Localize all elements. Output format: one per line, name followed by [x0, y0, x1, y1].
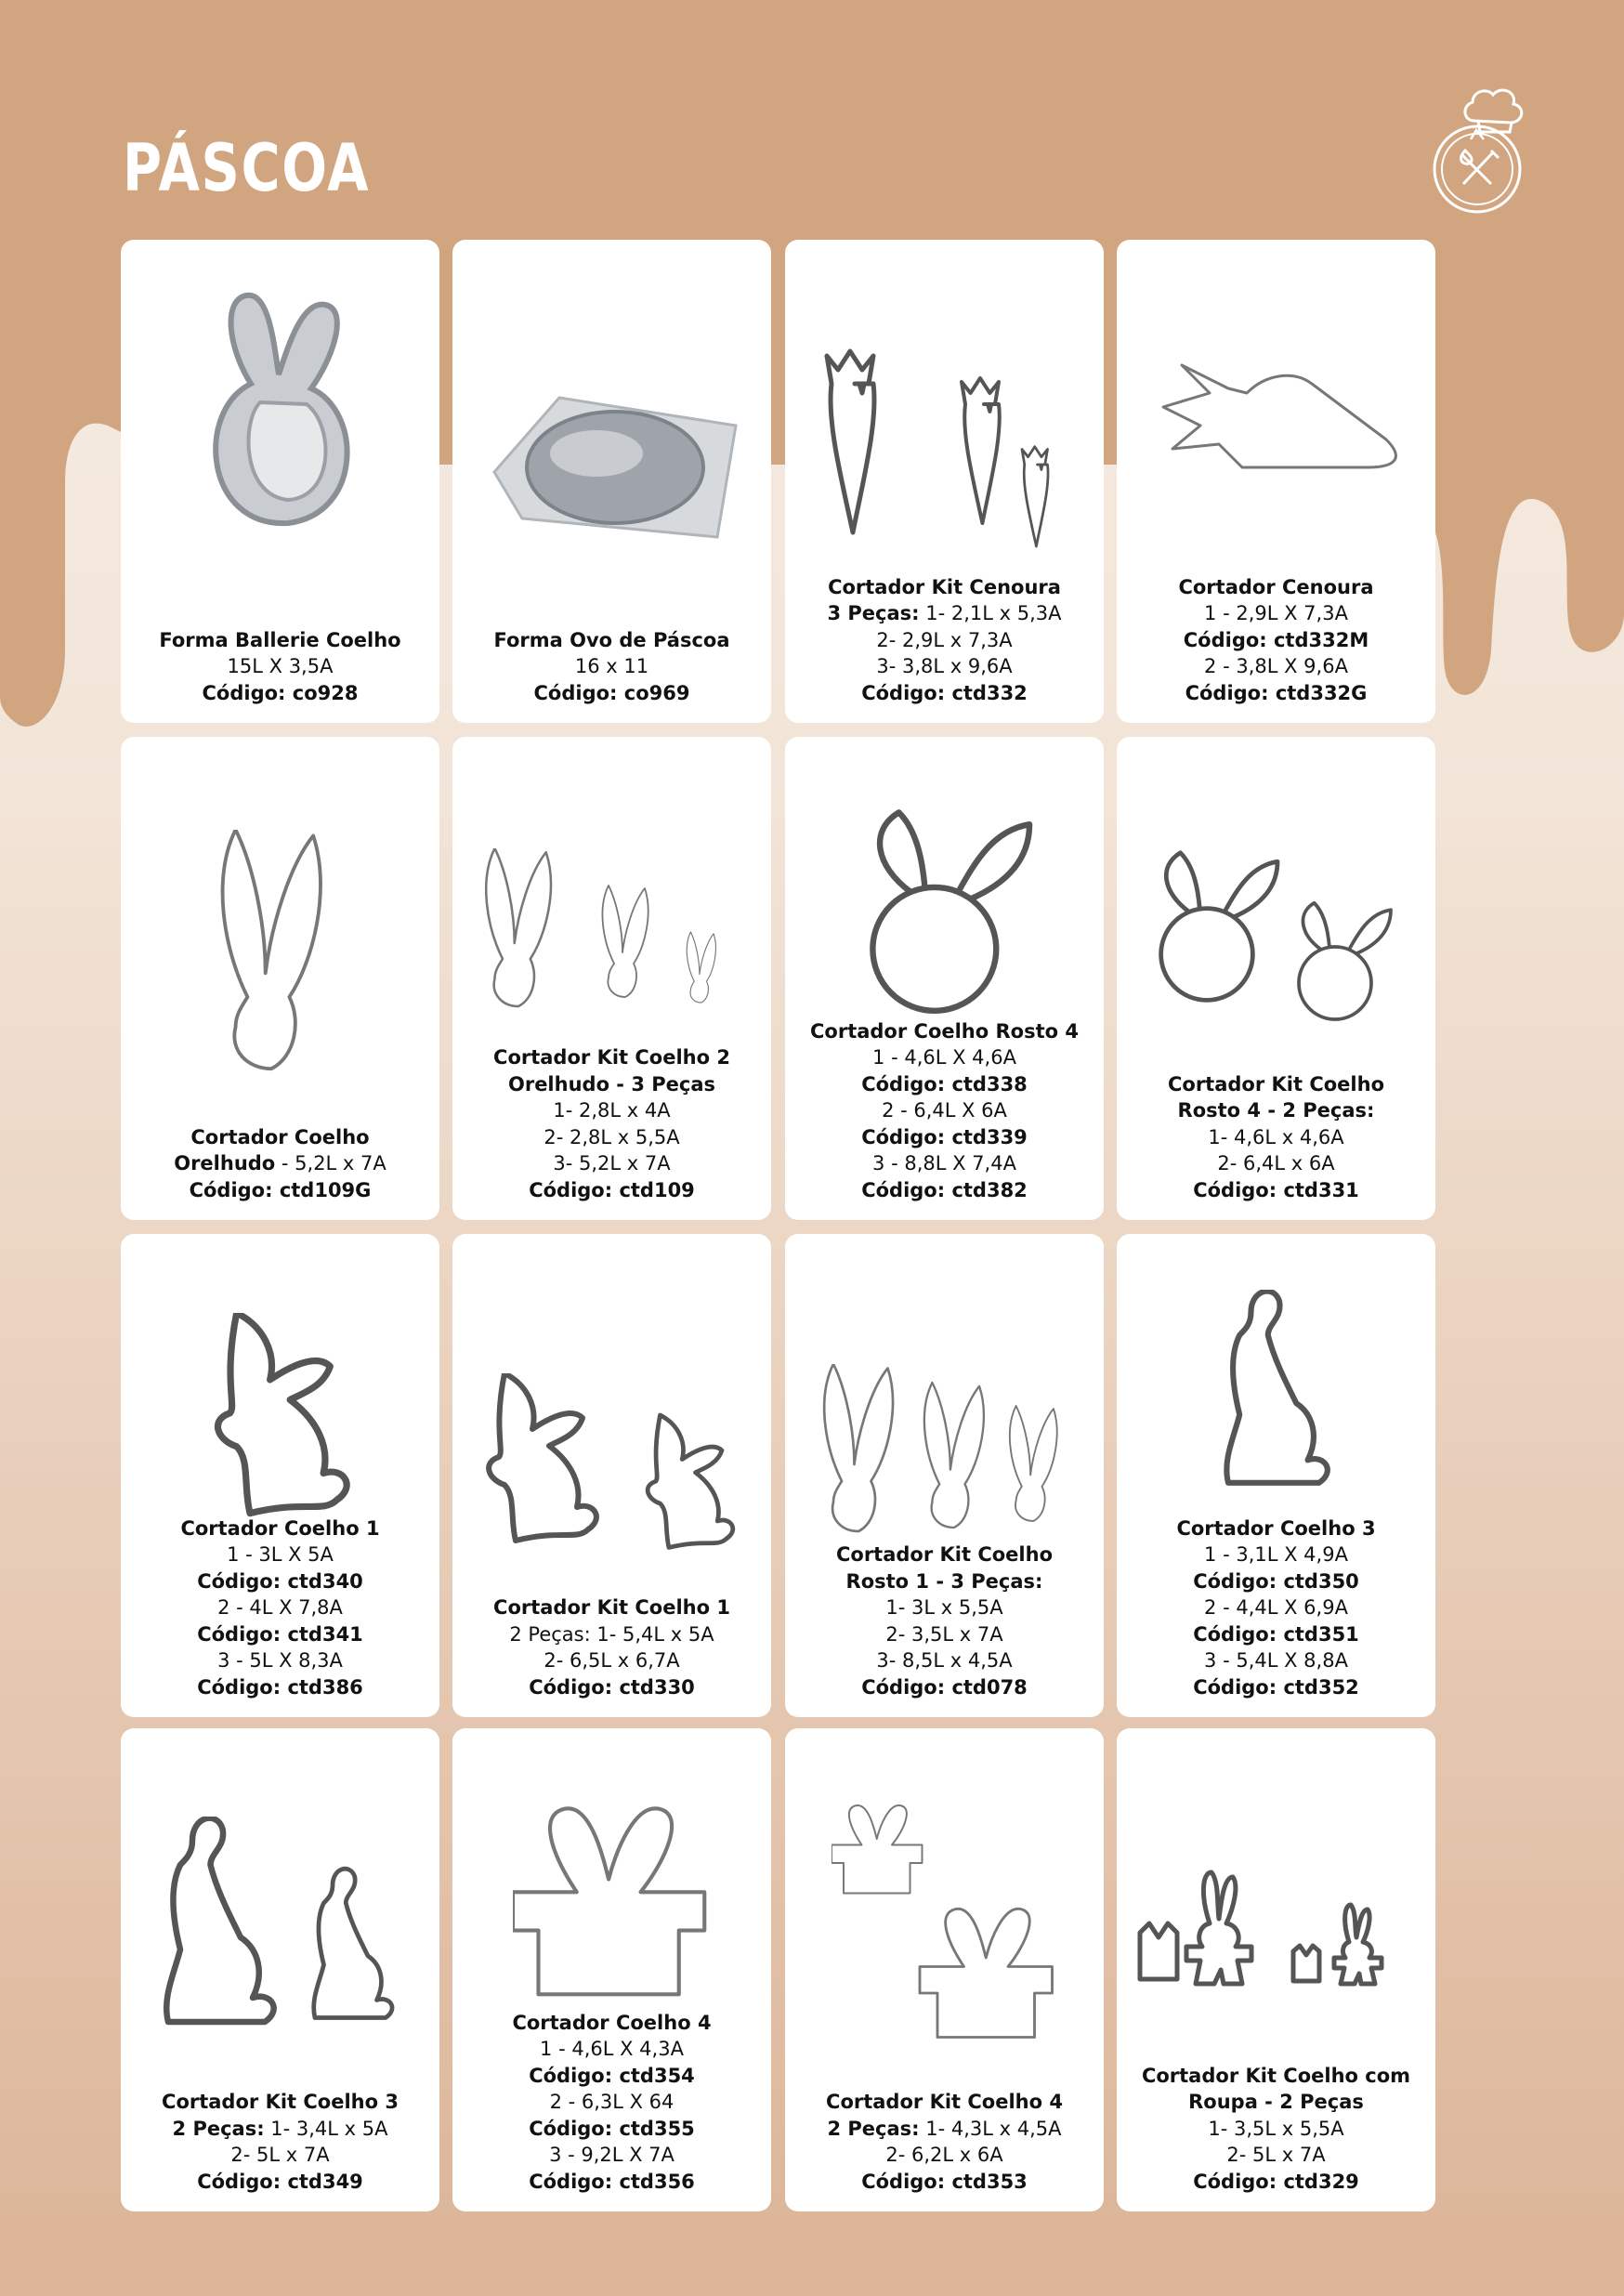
caption-line [458, 2063, 766, 2090]
caption-bold-text: Código: ctd356 [529, 2170, 695, 2193]
caption-bold-text: Código: ctd349 [197, 2170, 363, 2193]
caption-line [126, 1124, 434, 1151]
page-title: PÁSCOA [123, 130, 371, 206]
product-card [121, 1728, 439, 2211]
caption-line [1122, 1674, 1430, 1701]
caption-line [458, 2010, 766, 2037]
caption-line [1122, 2116, 1430, 2143]
caption-line [126, 1542, 434, 1568]
product-caption [126, 2089, 434, 2195]
product-card [1117, 737, 1435, 1220]
caption-line [458, 2169, 766, 2196]
caption-line [458, 2036, 766, 2063]
product-card [452, 1234, 771, 1717]
caption-bold-text: Código: ctd332 [861, 681, 1028, 704]
caption-line [126, 1568, 434, 1595]
caption-line [791, 2089, 1098, 2116]
caption-text: 2- 2,9L x 7,3A [876, 628, 1013, 651]
product-card [1117, 1728, 1435, 2211]
caption-line [458, 653, 766, 680]
product-card [785, 737, 1104, 1220]
caption-bold-text: Código: ctd332M [1183, 628, 1369, 651]
caption-line [791, 1018, 1098, 1045]
caption-line [458, 680, 766, 707]
caption-line [1122, 1568, 1430, 1595]
caption-text: 1- 4,3L x 4,5A [919, 2117, 1062, 2140]
caption-bold-text: Código: ctd329 [1193, 2170, 1359, 2193]
caption-bold-text: Código: co969 [533, 681, 690, 704]
caption-text: 1- 3,5L x 5,5A [1208, 2117, 1344, 2140]
caption-text: 2 - 6,3L X 64 [549, 2091, 674, 2113]
caption-line [791, 1674, 1098, 1701]
caption-line [1122, 2063, 1430, 2090]
caption-bold-text: Cortador Cenoura [1178, 575, 1374, 598]
product-card [785, 1728, 1104, 2211]
caption-bold-text: Cortador Kit Coelho [835, 1543, 1053, 1566]
caption-text: 2 - 4L X 7,8A [217, 1596, 343, 1619]
caption-line [458, 2089, 766, 2116]
caption-bold-text: Roupa - 2 Peças [1188, 2091, 1364, 2113]
caption-line [126, 2169, 434, 2196]
caption-bold-text: 3 Peças: [827, 602, 920, 624]
caption-bold-text: Cortador Coelho 4 [512, 2011, 712, 2034]
caption-line [791, 1097, 1098, 1124]
caption-line [1122, 1621, 1430, 1648]
product-caption [458, 1594, 766, 1700]
caption-text: 1 - 4,6L X 4,3A [540, 2038, 684, 2060]
caption-line [458, 2116, 766, 2143]
caption-line [791, 1150, 1098, 1177]
caption-bold-text: Código: ctd341 [197, 1622, 363, 1646]
caption-text: 2- 2,8L x 5,5A [544, 1125, 680, 1148]
caption-bold-text: Código: ctd339 [861, 1125, 1028, 1148]
caption-bold-text: Cortador Coelho 1 [180, 1516, 380, 1540]
caption-bold-text: Rosto 1 - 3 Peças: [845, 1569, 1043, 1593]
caption-bold-text: Código: ctd109 [529, 1178, 695, 1201]
caption-line [1122, 1515, 1430, 1542]
caption-line [126, 653, 434, 680]
caption-line [791, 627, 1098, 654]
caption-bold-text: 2 Peças: [827, 2117, 920, 2140]
caption-line [126, 627, 434, 654]
caption-bold-text: Cortador Kit Coelho 4 [826, 2091, 1063, 2113]
caption-line [458, 1594, 766, 1621]
caption-text: 2- 3,5L x 7A [885, 1622, 1003, 1646]
caption-line [458, 2142, 766, 2169]
caption-bold-text: Código: ctd331 [1193, 1178, 1359, 1201]
product-card [121, 737, 439, 1220]
product-caption [1122, 2063, 1430, 2196]
caption-line [791, 653, 1098, 680]
caption-text: 1 - 3,1L X 4,9A [1204, 1543, 1348, 1566]
caption-bold-text: Cortador Coelho 3 [1176, 1516, 1376, 1540]
caption-text: 1- 3,4L x 5A [264, 2117, 388, 2140]
caption-line [1122, 574, 1430, 601]
caption-bold-text: Orelhudo [174, 1152, 276, 1174]
caption-line [1122, 1594, 1430, 1621]
product-caption [126, 627, 434, 707]
caption-text: 3 - 9,2L X 7A [549, 2144, 674, 2166]
caption-line [791, 1044, 1098, 1071]
product-caption [791, 2089, 1098, 2195]
caption-text: 1- 2,8L x 4A [553, 1099, 671, 1122]
caption-bold-text: Código: ctd351 [1193, 1622, 1359, 1646]
caption-line [791, 1542, 1098, 1568]
caption-text: 2- 5L x 7A [1226, 2144, 1326, 2166]
caption-line [458, 1044, 766, 1071]
caption-line [1122, 1097, 1430, 1124]
caption-line [458, 1621, 766, 1648]
caption-text: 3 - 8,8L X 7,4A [872, 1152, 1016, 1174]
product-card [1117, 240, 1435, 723]
caption-line [458, 1674, 766, 1701]
caption-line [791, 2142, 1098, 2169]
caption-text: 3- 8,5L x 4,5A [876, 1649, 1013, 1672]
caption-line [126, 1621, 434, 1648]
product-caption [791, 1018, 1098, 1204]
caption-text: 1- 4,6L x 4,6A [1208, 1125, 1344, 1148]
caption-line [791, 1568, 1098, 1595]
caption-line [1122, 1071, 1430, 1098]
caption-line [126, 2116, 434, 2143]
caption-bold-text: Código: ctd382 [861, 1178, 1028, 1201]
product-caption [458, 627, 766, 707]
caption-text: 16 x 11 [574, 655, 649, 677]
caption-text: 2 - 3,8L X 9,6A [1204, 655, 1348, 677]
caption-bold-text: Código: ctd353 [861, 2170, 1028, 2193]
caption-bold-text: Código: ctd354 [529, 2064, 695, 2087]
product-card [121, 240, 439, 723]
product-card [452, 737, 771, 1220]
product-caption [458, 2010, 766, 2196]
caption-line [126, 2089, 434, 2116]
caption-line [458, 627, 766, 654]
caption-bold-text: Código: ctd332G [1185, 681, 1368, 704]
caption-bold-text: Código: ctd355 [529, 2117, 695, 2140]
caption-bold-text: Código: ctd330 [529, 1675, 695, 1699]
caption-line [791, 680, 1098, 707]
caption-bold-text: Cortador Kit Coelho 2 [493, 1046, 730, 1069]
caption-line [458, 1124, 766, 1151]
caption-line [126, 1647, 434, 1674]
caption-text: - 5,2L x 7A [275, 1152, 386, 1174]
caption-text: 2 - 6,4L X 6A [882, 1099, 1007, 1122]
caption-line [791, 1071, 1098, 1098]
caption-line [791, 1124, 1098, 1151]
caption-line [1122, 2089, 1430, 2116]
caption-bold-text: Cortador Kit Coelho 3 [162, 2091, 399, 2113]
caption-text: 2 Peças: 1- 5,4L x 5A [509, 1622, 714, 1646]
caption-bold-text: Código: ctd338 [861, 1072, 1028, 1096]
caption-bold-text: Cortador Kit Cenoura [828, 575, 1061, 598]
product-card [452, 1728, 771, 2211]
caption-line [791, 1647, 1098, 1674]
caption-line [458, 1071, 766, 1098]
caption-line [791, 1177, 1098, 1204]
caption-line [1122, 600, 1430, 627]
caption-line [126, 680, 434, 707]
caption-bold-text: Cortador Kit Coelho com [1141, 2064, 1411, 2087]
caption-line [1122, 1177, 1430, 1204]
caption-bold-text: Forma Ovo de Páscoa [493, 628, 730, 651]
product-card [1117, 1234, 1435, 1717]
caption-bold-text: 2 Peças: [172, 2117, 265, 2140]
caption-line [791, 1621, 1098, 1648]
caption-bold-text: Código: ctd350 [1193, 1569, 1359, 1593]
product-caption [126, 1124, 434, 1204]
caption-bold-text: Forma Ballerie Coelho [159, 628, 401, 651]
caption-bold-text: Código: ctd386 [197, 1675, 363, 1699]
caption-line [1122, 653, 1430, 680]
caption-line [1122, 2142, 1430, 2169]
caption-line [1122, 627, 1430, 654]
product-caption [126, 1515, 434, 1701]
chef-timer-whisk-logo [1426, 65, 1542, 214]
caption-line [458, 1150, 766, 1177]
product-caption [791, 574, 1098, 707]
caption-bold-text: Código: ctd078 [861, 1675, 1028, 1699]
caption-line [458, 1177, 766, 1204]
caption-line [1122, 1542, 1430, 1568]
caption-bold-text: Cortador Kit Coelho [1167, 1072, 1384, 1096]
caption-line [1122, 1647, 1430, 1674]
caption-text: 2- 6,2L x 6A [885, 2144, 1003, 2166]
product-caption [458, 1044, 766, 1203]
caption-line [458, 1647, 766, 1674]
caption-line [458, 1097, 766, 1124]
caption-text: 15L X 3,5A [227, 655, 334, 677]
caption-line [1122, 1124, 1430, 1151]
caption-line [126, 1594, 434, 1621]
caption-text: 2- 5L x 7A [230, 2144, 330, 2166]
caption-line [126, 1177, 434, 1204]
caption-text: 2 - 4,4L X 6,9A [1204, 1596, 1348, 1619]
caption-line [791, 2169, 1098, 2196]
product-caption [1122, 1071, 1430, 1204]
caption-line [791, 600, 1098, 627]
caption-text: 1- 2,1L x 5,3A [919, 602, 1062, 624]
caption-text: 2- 6,4L x 6A [1217, 1152, 1335, 1174]
product-caption [1122, 1515, 1430, 1701]
caption-bold-text: Código: ctd352 [1193, 1675, 1359, 1699]
caption-text: 1- 3L x 5,5A [885, 1596, 1003, 1619]
caption-bold-text: Código: ctd109G [189, 1178, 372, 1201]
product-card [452, 240, 771, 723]
caption-text: 1 - 2,9L X 7,3A [1204, 602, 1348, 624]
caption-text: 1 - 4,6L X 4,6A [872, 1046, 1016, 1069]
caption-bold-text: Código: co928 [202, 681, 359, 704]
product-card [785, 240, 1104, 723]
product-card [785, 1234, 1104, 1717]
product-caption [791, 1542, 1098, 1700]
caption-bold-text: Cortador Coelho [190, 1125, 370, 1148]
caption-line [126, 1150, 434, 1177]
caption-line [1122, 1150, 1430, 1177]
caption-bold-text: Código: ctd340 [197, 1569, 363, 1593]
caption-line [791, 574, 1098, 601]
caption-line [1122, 680, 1430, 707]
caption-bold-text: Rosto 4 - 2 Peças: [1177, 1099, 1375, 1122]
caption-text: 1 - 3L X 5A [227, 1543, 334, 1566]
product-card [121, 1234, 439, 1717]
caption-text: 3- 3,8L x 9,6A [876, 655, 1013, 677]
caption-bold-text: Cortador Kit Coelho 1 [493, 1596, 730, 1619]
caption-text: 3 - 5L X 8,3A [217, 1649, 343, 1672]
caption-bold-text: Orelhudo - 3 Peças [507, 1072, 716, 1096]
caption-text: 3 - 5,4L X 8,8A [1204, 1649, 1348, 1672]
caption-text: 2- 6,5L x 6,7A [544, 1649, 680, 1672]
caption-line [791, 1594, 1098, 1621]
caption-bold-text: Cortador Coelho Rosto 4 [810, 1019, 1079, 1043]
caption-line [126, 1515, 434, 1542]
caption-line [126, 1674, 434, 1701]
product-caption [1122, 574, 1430, 707]
caption-text: 3- 5,2L x 7A [553, 1152, 671, 1174]
caption-line [791, 2116, 1098, 2143]
caption-line [1122, 2169, 1430, 2196]
caption-line [126, 2142, 434, 2169]
